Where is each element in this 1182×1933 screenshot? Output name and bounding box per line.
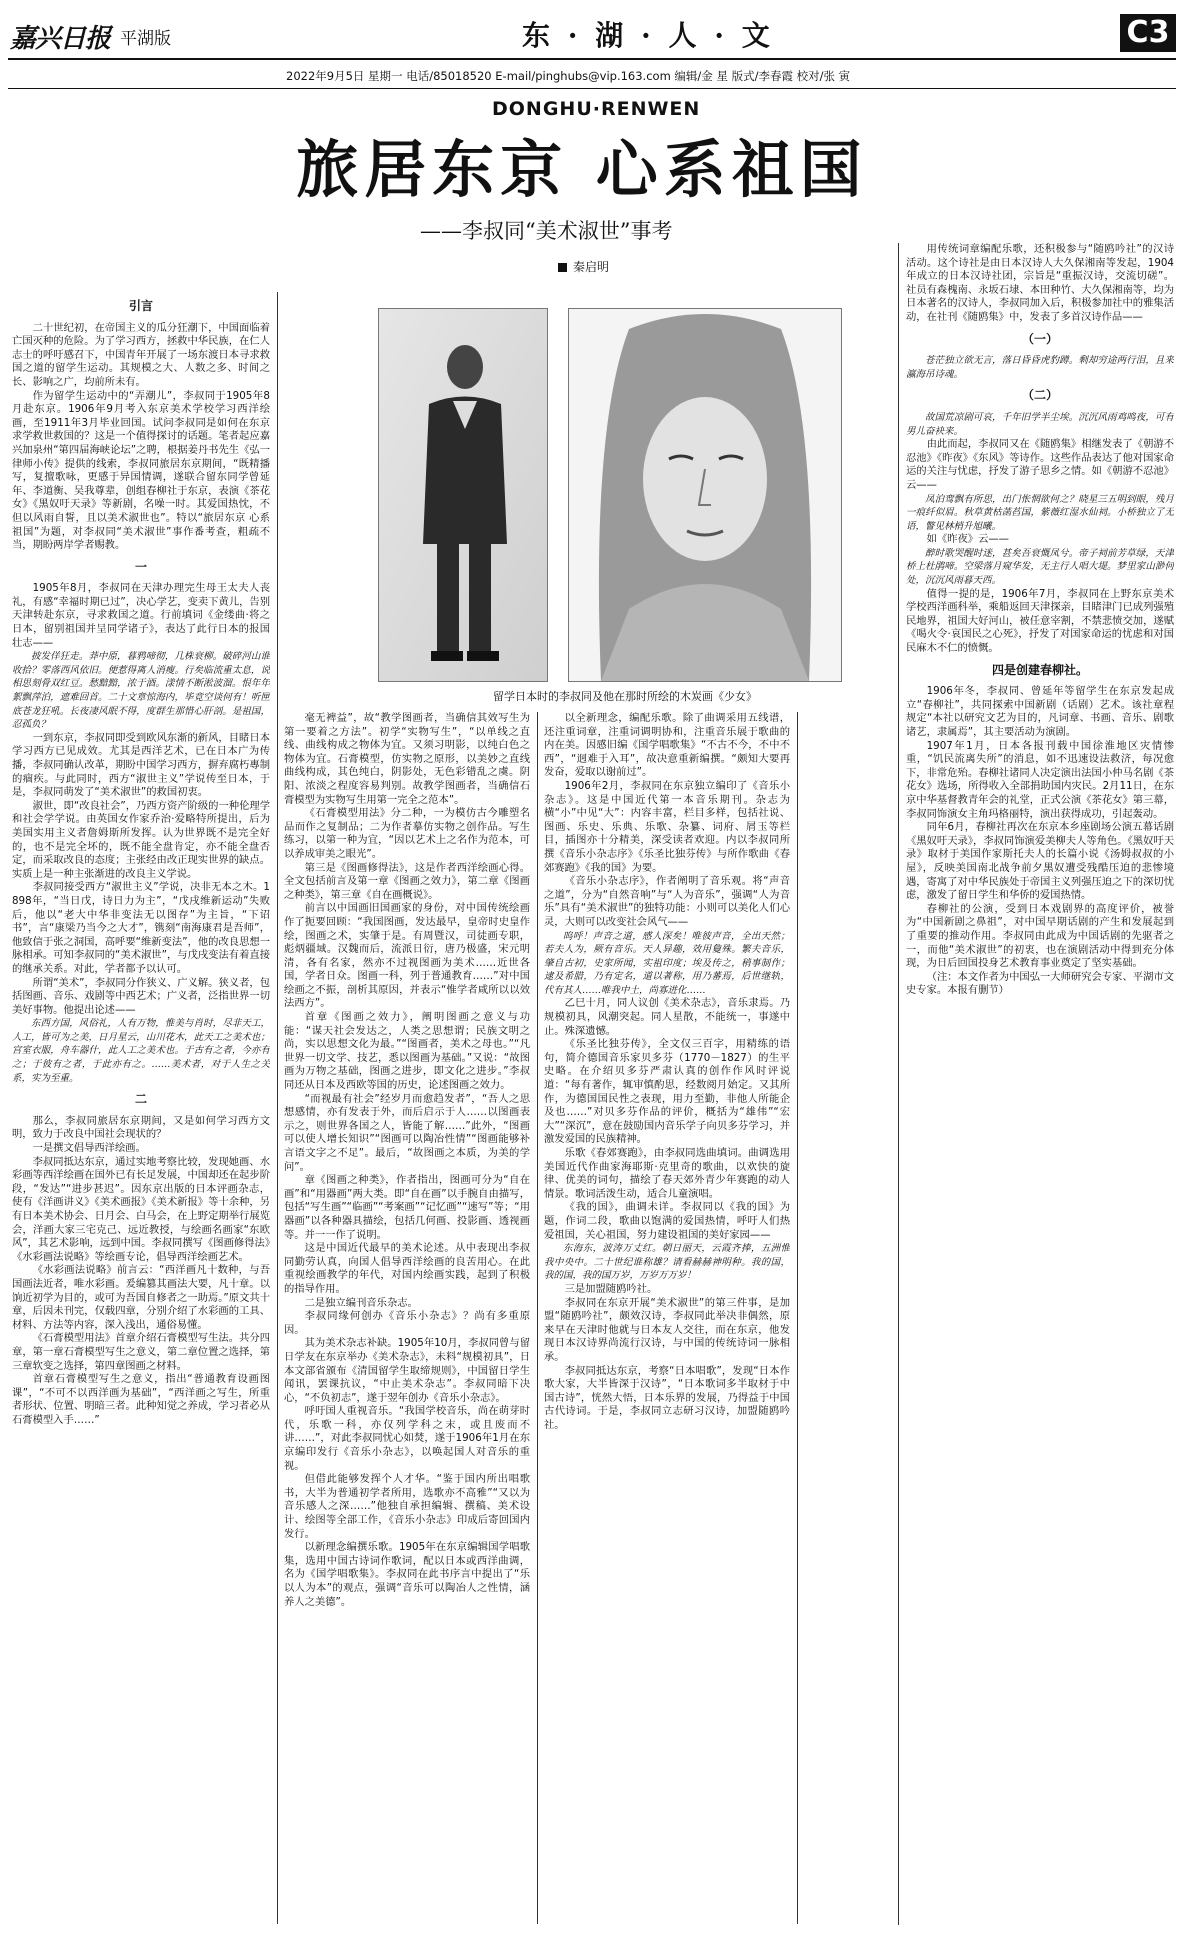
body-paragraph: 1907年1月，日本各报刊载中国徐淮地区灾情惨重，“饥民流离失所”的消息，如不迅速设法救济，每况愈下，非常危殆。春柳社诸同人决定演出法国小仲马名剧《茶花女》选场，所得收入全部捐助国内灾民。2月11日，在东京中华基督教青年会的礼堂，正式公演《茶花女》第三幕，李叔同饰演女主角玛格丽特，演出获得成功，引起轰动。 [906, 739, 1174, 820]
body-paragraph: 值得一提的是，1906年7月，李叔同在上野东京美术学校西洋画科举，乘船返回天津探亲，目睹津门已成列强殖民地界，祖国大好河山，被任意宰割，不禁悲愤交加，遂赋《喝火令·哀国民之心死》，抒发了对国家命运的忧虑和对国民麻木不仁的愤慨。 [906, 587, 1174, 655]
poem-quote: 醉时歌哭醒时迷，甚矣吾衰慨凤兮。帝子祠前芳草绿，天津桥上杜鹃啼。空梁落月窥华发，无主行人唱大堤。梦里家山渺何处，沉沉风雨暮天西。 [906, 547, 1174, 587]
body-paragraph: 《石膏模型用法》首章介绍石膏模型写生法。共分四章，第一章石膏模型写生之意义，第二章位置之选择，第三章软变之选择，第四章图画之材料。 [12, 1332, 270, 1372]
article-column-4 [906, 243, 1174, 1925]
section-heading: 一 [134, 559, 147, 574]
section-heading: （一） [1021, 331, 1058, 346]
body-paragraph: 以全新理念，编配乐歌。除了曲调采用五线谱，还注重词章，注重词调明协和，注重音乐展于歌曲的内在美。因感旧编《国学唱歌集》“不古不今，不中不西”，“迥难于入耳”，故决意重新编撰。“颇知大要再发奋，爱取以谢前过”。 [544, 712, 790, 779]
body-paragraph: 《音乐小杂志序》，作者阐明了音乐观。将“声音之道”，分为“自然音响”与“人为音乐”，强调“人为音乐”具有“美术淑世”的独特功能：小则可以美化人们心灵，大则可以改变社会风气—— [544, 875, 790, 928]
column-divider [537, 712, 538, 1924]
poem-quote: 凤泊鸾飘有所思，出门怅惘欲何之？晓星三五明到眼，残月一痕纤似眉。秋草黄枯菡萏国，紫薇红湿水仙祠。小桥独立了无语，瞥见林梢升旭曦。 [906, 493, 1174, 532]
body-paragraph: 首章石膏模型写生之意义，指出“普通教育设画图课”，“不可不以西洋画为基础”，“西洋画之写生，所重者形状、位置、明暗三者。此种知觉之养成，学习者必从石膏模型入手……” [12, 1373, 270, 1426]
section-heading: 引言 [128, 299, 153, 313]
body-paragraph: 李叔同抵达东京，考察“日本唱歌”，发现“日本作歌大家，大半皆深于汉诗”，“日本歌词多半取材于中国古诗”，恍然大悟，日本乐界的发展，乃得益于中国古代诗词。于是，李叔同立志研习汉诗，加盟随鸥吟社。 [544, 1364, 790, 1431]
body-paragraph: 其为美术杂志补缺。1905年10月，李叔同曾与留日学友在东京举办《美术杂志》，未料“规模初具”，日本文部省颁布《清国留学生取缔规则》，中国留日学生闻讯，罢课抗议，“中止美术杂志”。李叔同暗下决心，“不负初志”，遂于翌年创办《音乐小杂志》。 [284, 1337, 530, 1404]
body-paragraph: 乐歌《春郊赛跑》，由李叔同选曲填词。曲调选用美国近代作曲家海耶斯·克里奇的歌曲，以欢快的旋律、优美的词句，描绘了春天郊外青少年赛跑的动人情景。歌词活泼生动，适合儿童演唱。 [544, 1147, 790, 1200]
body-paragraph: 一是撰文倡导西洋绘画。 [32, 1142, 146, 1155]
column-divider [898, 243, 899, 1925]
body-paragraph: 第三是《图画修得法》，这是作者西洋绘画心得。全文包括前言及第一章《图画之效力》，第二章《图画之种类》，第三章《自在画概说》。 [284, 861, 530, 901]
meta-rule [8, 88, 1176, 89]
article-column-1 [12, 292, 270, 1924]
photo-caption: 留学日本时的李叔同及他在那时所绘的木炭画《少女》 [493, 690, 757, 703]
body-paragraph: 《水彩画法说略》前言云：“西洋画凡十数种，与吾国画法近者，唯水彩画。爰编篡其画法大要，凡十章。以饷近初学为目的，或可为吾国自修者之一助焉。”原文共十章，后因未刊完，仅载四章，分别介绍了水彩画的工具、材料、方法等内容，深入浅出，通俗易懂。 [12, 1264, 270, 1331]
body-paragraph: 如《昨夜》云—— [926, 533, 1009, 546]
article-column-2 [284, 712, 530, 1924]
page-code-badge: C3 [1120, 14, 1176, 52]
section-heading: （二） [1021, 388, 1058, 403]
column-divider [277, 292, 278, 1924]
body-paragraph: 用传统词章编配乐歌，还积极参与“随鸥吟社”的汉诗活动。这个诗社是由日本汉诗人大久保湘南等发起，1904年成立的日本汉诗社团，宗旨是“重振汉诗，交流切磋”。社员有森槐南、永坂石埭、本田种竹、大久保湘南等，均为日本著名的汉诗人，李叔同加入后，积极参加社中的雅集活动，在社刊《随鸥集》中，发表了多首汉诗作品—— [906, 243, 1174, 323]
poem-quote: 东西方国，风俗礼，人有万物，惟美与肖时，尽非天工，人工，皆可为之美，日月星云，山川花木，此天工之美术也；宫室衣服，舟车器什，此人工之美术也。于古有之者，今亦有之；于彼有之者，于此亦有之。……美术者，对于人生之关系，实为至重。 [12, 1018, 270, 1084]
portrait-illustration [379, 309, 547, 681]
byline-square-icon [558, 263, 567, 272]
article-column-3 [544, 712, 790, 1924]
poem-quote: 呜呼！声音之道，感人深矣！唯彼声音，全出天然；若夫人为，厥有音乐。天人异趣，效用敻殊。繁夫音乐，肇自古初，史家所闻，实祖印度；埃及传之，稍事制作；逮及希腊，乃有定名，道以著称，用乃蕃焉，后世继轨，代有其人……唯我中土，尚寡进化…… [544, 930, 790, 996]
top-rule [8, 58, 1176, 60]
edition-label: 平湖版 [120, 29, 171, 49]
body-paragraph: 所谓“美术”，李叔同分作狭义、广义解。狭义者，包括图画、音乐、戏剧等中西艺术；广义者，泛指世界一切美好事物。他提出论述—— [12, 976, 270, 1016]
section-brand: 东 · 湖 · 人 · 文 [522, 19, 774, 52]
body-paragraph: 首章《图画之效力》，阐明图画之意义与功能：“谋天社会发达之，人类之思想谓；民族文明之尚，实以思想文化为最。”“图画者，美术之母也。”“凡世界一切文学、技艺，悉以图画为基础。”又说：“故图画为万物之基础，图画之进步，即文化之进步。”李叔同还从日本及西欧等国的历史，论述图画之效力。 [284, 1011, 530, 1092]
body-paragraph: （注：本文作者为中国弘一大师研究会专家、平湖市文史专家。本报有删节） [906, 970, 1174, 997]
body-paragraph: 三是加盟随鸥吟社。 [564, 1282, 658, 1295]
section-heading: 二 [134, 1092, 147, 1107]
body-paragraph: 《乐圣比独芬传》，全文仅三百字，用精练的语句，简介德国音乐家贝多芬（1770－1827）的生平史略。在介绍贝多芬严肃认真的创作作风时评说道：“每有著作，辄审慎酌思，经数阅月始定。又其所作，为德国国民性之表现，用力至勤，非他人所能企及也……”对贝多芬作品的评价，概括为“雄伟”“宏大”“深沉”，意在鼓励国内音乐学子向贝多芬学习，并激发爱国的民族精神。 [544, 1038, 790, 1146]
drawing-illustration [569, 309, 841, 681]
body-paragraph: 李叔同在东京开展“美术淑世”的第三件事，是加盟“随鸥吟社”，颇效汉诗，李叔同此举决非偶然，原来早在天津时他就与日本友人交往，而在东京，他发现日本汉诗界尚流行汉诗，与中国的传统诗词一脉相承。 [544, 1296, 790, 1363]
portrait-photo-li-shutong [378, 308, 548, 682]
page-meta-line: 2022年9月5日 星期一 电话/85018520 E-mail/pinghubs@vip.163.com 编辑/金 星 版式/李春霞 校对/张 寅 [286, 69, 851, 83]
section-heading: 四是创建春柳社。 [991, 662, 1088, 677]
column-divider [797, 712, 798, 1924]
body-paragraph: “而视最有社会”经岁月而愈趋发者”，“吾人之思想感情，亦有发表于外，而后启示于人……以图画表示之，则世界各国之人，皆能了解……”此外，“图画可以使人增长知识”“图画可以陶冶性情”“图画能够补言语文字之不足”。最后，“故图画之本质，为美的学问”。 [284, 1092, 530, 1173]
body-paragraph: 李叔同缘何创办《音乐小杂志》？尚有多重原因。 [284, 1310, 530, 1336]
body-paragraph: 作为留学生运动中的“弄潮儿”，李叔同于1905年8月赴东京。1906年9月考入东京美术学校学习西洋绘画，至1911年3月毕业回国。试问李叔同是如何在东京求学救世救国的？这是一个值得探讨的话题。笔者起应嘉兴加泉州“第四届海峡论坛”之聘，根据姜丹书先生《弘一律师小传》提供的线索，李叔同旅居东京期间，“既精播写，复擅歌咏，更感于异国情调，遂联合留东同学曾延年、李道衡、吴我尊辈，创组春柳社于东京，表演《茶花女》《黑奴吁天录》等新剧，名噪一时。其爱国热忱，不但以风雨自誓，且以美术淑世也”。特以“旅居东京 心系祖国”为题，对李叔同“美术淑世”事作番考查，粗疏不当，期盼两岸学者赐教。 [12, 389, 270, 552]
body-paragraph: 李叔同接受西方“淑世主义”学说，决非无本之木。1898年，“当日戊，诗日力为主”，“戊戌维新运动”失败后，他以“老大中华非变法无以图存”为主旨，“下诏书”，言“康梁乃当今之大才”，镌刻“南海康君是吾师”，他致信于张之洞国，高呼要“维新变法”，他的改良思想一脉相承。可知李叔同的“美术淑世”，与戊戌变法有着直接的继承关系。对此，学者都予以认可。 [12, 881, 270, 975]
charcoal-drawing-girl [568, 308, 842, 682]
body-paragraph: 《我的国》，曲调未详。李叔同以《我的国》为题，作词二段，歌曲以饱满的爱国热情，呼吁人们热爱祖国，关心祖国，努力建设祖国的美好家园—— [544, 1201, 790, 1241]
body-paragraph: 1905年8月，李叔同在天津办理完生母王太夫人丧礼，有感“幸福时期已过”，决心学艺，变卖下黄儿，告别天津转赴东京，寻求救国之道。行前填词《金缕曲·将之日本，留别祖国并呈同学诸子》，表达了此行日本的报国壮志—— [12, 582, 270, 649]
body-paragraph: 前言以中国画旧国画家的身份，对中国传统绘画作了扼要回顾：“我国图画，发达最早，皇帝时史皇作绘，图画之术，实肇于是。有周暨汉，司徒画专职，彪炳疆域。汉魏而后，流派日衍，唐乃极盛，宋元明清，各有名家，然亦不过视图画为美术……近世各国，学者日众。图画一科，列于普通教育……”对中国绘画之不振，剖析其原因，并表示“惟学者咸所以以效法西方”。 [284, 902, 530, 1010]
body-paragraph: 这是中国近代最早的美术论述。从中表现出李叔同勤劳认真，向国人倡导西洋绘画的良苦用心。在此重视绘画教学的年代，对国内绘画实践，起到了积极的指导作用。 [284, 1242, 530, 1295]
paper-name: 嘉兴日报 [10, 24, 111, 54]
body-paragraph: 那么，李叔同旅居东京期间，又是如何学习西方文明，致力于改良中国社会现状的？ [12, 1114, 270, 1141]
body-paragraph: 呼吁国人重视音乐。“我国学校音乐，尚在萌芽时代，乐歌一科，亦仅列学科之末，或且废而不讲……”，对此李叔同忧心如焚，遂于1906年1月在东京编印发行《音乐小杂志》，以唤起国人对音乐的重视。 [284, 1405, 530, 1472]
body-paragraph: 二十世纪初，在帝国主义的瓜分狂潮下，中国面临着亡国灭种的危险。为了学习西方，拯救中华民族，在仁人志士的呼吁感召下，中国青年开展了一场东渡日本寻求救国之道的留学生运动。其规模之大、人数之多、时间之长、影响之广，均前所未有。 [12, 321, 270, 388]
body-paragraph: 一到东京，李叔同即受到欧风东渐的新风，目睹日本学习西方已见成效。尤其是西洋艺术，已在日本广为传播，李叔同确认改革，期盼中国学习西方，摒弃腐朽專制的痼疾。与此同时，西方“淑世主义”学说传至日本，于是，李叔同萌发了“美术淑世”的救国初衷。 [12, 731, 270, 799]
author-name: 秦启明 [573, 260, 610, 274]
body-paragraph: 乙巳十月，同人议创《美术杂志》，音乐隶焉。乃规模初具，风潮突起。同人星散，不能统一，事遂中止。殊深遗憾。 [544, 997, 790, 1037]
body-paragraph: 但借此能够发挥个人才华。“鉴于国内所出唱歌书，大半为普通初学者所用，选歌亦不高雅”“又以为音乐感人之深……”他独自承担编辑、撰稿、美术设计、绘图等全部工作，《音乐小杂志》印成后寄回国内发行。 [284, 1473, 530, 1540]
section-romanization: DONGHU·RENWEN [492, 98, 701, 120]
body-paragraph: 以新理念编撰乐歌。1905年在东京编辑国学唱歌集，选用中国古诗词作歌词，配以日本或西洋曲调，名为《国学唱歌集》。李叔同在此书序言中提出了“乐以人为本”的观点，强调“音乐可以陶冶人之性情，涵养人之美德”。 [284, 1541, 530, 1608]
body-paragraph: 李叔同抵达东京，通过实地考察比较，发现她画、水彩画等西洋绘画在国外已有长足发展，中国却还在起步阶段，“发达”“进步甚迟”。因东京出版的日本评画杂志，使有《洋画讲义》《美术画报》《美术新报》等十余种，另有日本美术协会、日月会、白马会，在上野定期举行展览会，洋画大家三宅克己、远近教授，与绘画名画家“东欧风”，其艺术影响，远到中国。李叔同撰写《图画修得法》《水彩画法说略》等绘画专论，倡导西洋绘画艺术。 [12, 1155, 270, 1263]
body-paragraph: 毫无裨益”，故“教学图画者，当确信其效写生为第一要着之方法”。初学“实物写生”，“以单线之直线、曲线构成之物体为宜。又须习明影，以纯白色之物体为宜。石膏模型，仿实物之原形，以美妙之直线曲线构成，其色纯白，阴影处，无色彩错乱之虞。阴阳、浓淡之程度容易判别。故教学图画者，当确信石膏模型为实物写生用第一完全之范本”。 [284, 712, 530, 806]
article-byline [558, 258, 609, 275]
body-paragraph: 春柳社的公演，受到日本戏剧界的高度评价，被誉为“中国新剧之鼻祖”，对中国早期话剧的产生和发展起到了重要的推动作用。李叔同由此成为中国话剧的先驱者之一，而他“美术淑世”的初衷，也在演剧活动中得到充分体现，为日后回国投身艺术教育事业奠定了坚实基础。 [906, 902, 1174, 970]
article-title: 旅居东京 心系祖国 [296, 133, 868, 206]
body-paragraph: 由此而起，李叔同又在《随鸥集》相继发表了《朝游不忍池》《昨夜》《东风》等诗作。这些作品表达了他对国家命运的关注与忧虑，抒发了游子思乡之情。如《朝游不忍池》云—— [906, 438, 1174, 491]
article-subtitle: ——李叔同“美术淑世”事考 [420, 219, 673, 243]
poem-quote: 披发佯狂走。莽中原，暮鸦啼彻，几株衰柳。破碎河山谁收拾？零落西风依旧。便惹得离人消瘦。行矣临流重太息，说相思刻骨双红豆。愁黯黯，浓于酒。漾情不断淞波溜。恨年年絮飘萍泊，遮难回首。二十文章惊海内，毕竟空谈何有！听匣底苍龙狂吼。长夜凄风眠不得，度群生那惜心肝剖。是祖国，忍孤负？ [12, 651, 270, 731]
poem-quote: 东海东，波涛万丈红。朝日丽天，云霞齐捧，五洲惟我中央中。二十世纪谁称雄？请看赫赫神明种。我的国，我的国，我的国万岁，万岁万万岁！ [544, 1243, 790, 1282]
body-paragraph: 淑世，即“改良社会”，乃西方资产阶级的一种伦理学和社会学学说。由英国女作家乔治·爱略特所提出，后为美国实用主义者詹姆斯所发挥。认为世界既不是完全好的，也不是完全坏的，既不能全盘肯定，亦不能全盘否定，而采取改良的态度；主张经由改正现实世界的缺点。实质上是一种主张渐进的改良主义学说。 [12, 799, 270, 880]
body-paragraph: 二是独立编刊音乐杂志。 [304, 1296, 418, 1309]
body-paragraph: 1906年冬，李叔同、曾延年等留学生在东京发起成立“春柳社”，共同探索中国新剧（话剧）艺术。该社章程规定“本社以研究文艺为目的，凡词章、书画、音乐、剧歌诸艺，隶属焉”，其主要活动为演剧。 [906, 685, 1174, 738]
body-paragraph: 同年6月，春柳社再次在东京本乡座剧场公演五幕话剧《黑奴吁天录》，李叔同饰演爱美柳夫人等角色。《黑奴吁天录》取材于美国作家斯托夫人的长篇小说《汤姆叔叔的小屋》，反映美国南北战争前夕黑奴遭受残酷压迫的悲惨境遇，寄寓了对中华民族处于帝国主义列强压迫之下的深切忧虑，激发了留日学生和华侨的爱国热情。 [906, 821, 1174, 902]
poem-quote: 故国荒凉剧可哀，千年旧学半尘埃。沉沉风雨鸡鸣夜，可有男儿奋袂来。 [906, 411, 1174, 437]
poem-quote: 苍茫独立欲无言，落日昏昏虎豹蹲。剩却穷途两行泪，且来瀛海吊诗魂。 [906, 355, 1174, 380]
body-paragraph: 章《图画之种类》，作者指出，图画可分为“自在画”和“用器画”两大类。即“自在画”以手腕自由描写，包括“写生画”“临画”“考案画”“记忆画”“速写”等；“用器画”以各种器具描绘，包括几何画、投影画、透视画等。并一一作了说明。 [284, 1174, 530, 1241]
body-paragraph: 《石膏模型用法》分二种，一为模仿古今雕塑名品而作之复制品；二为作者摹仿实物之创作品。写生练习，以第一种为宜，“因以艺术上之名作为范本，可以养成审美之眼光”。 [284, 807, 530, 860]
body-paragraph: 1906年2月，李叔同在东京独立编印了《音乐小杂志》。这是中国近代第一本音乐期刊。杂志为横“小”中见“大”：内容丰富，栏目多样，包括社说、图画、乐史、乐典、乐歌、杂纂、词府、屑玉等栏目，插图亦十分精美，深受读者欢迎。内以李叔同所撰《音乐小杂志序》《乐圣比独芬传》与所作歌曲《春郊赛跑》《我的国》为要。 [544, 779, 790, 874]
